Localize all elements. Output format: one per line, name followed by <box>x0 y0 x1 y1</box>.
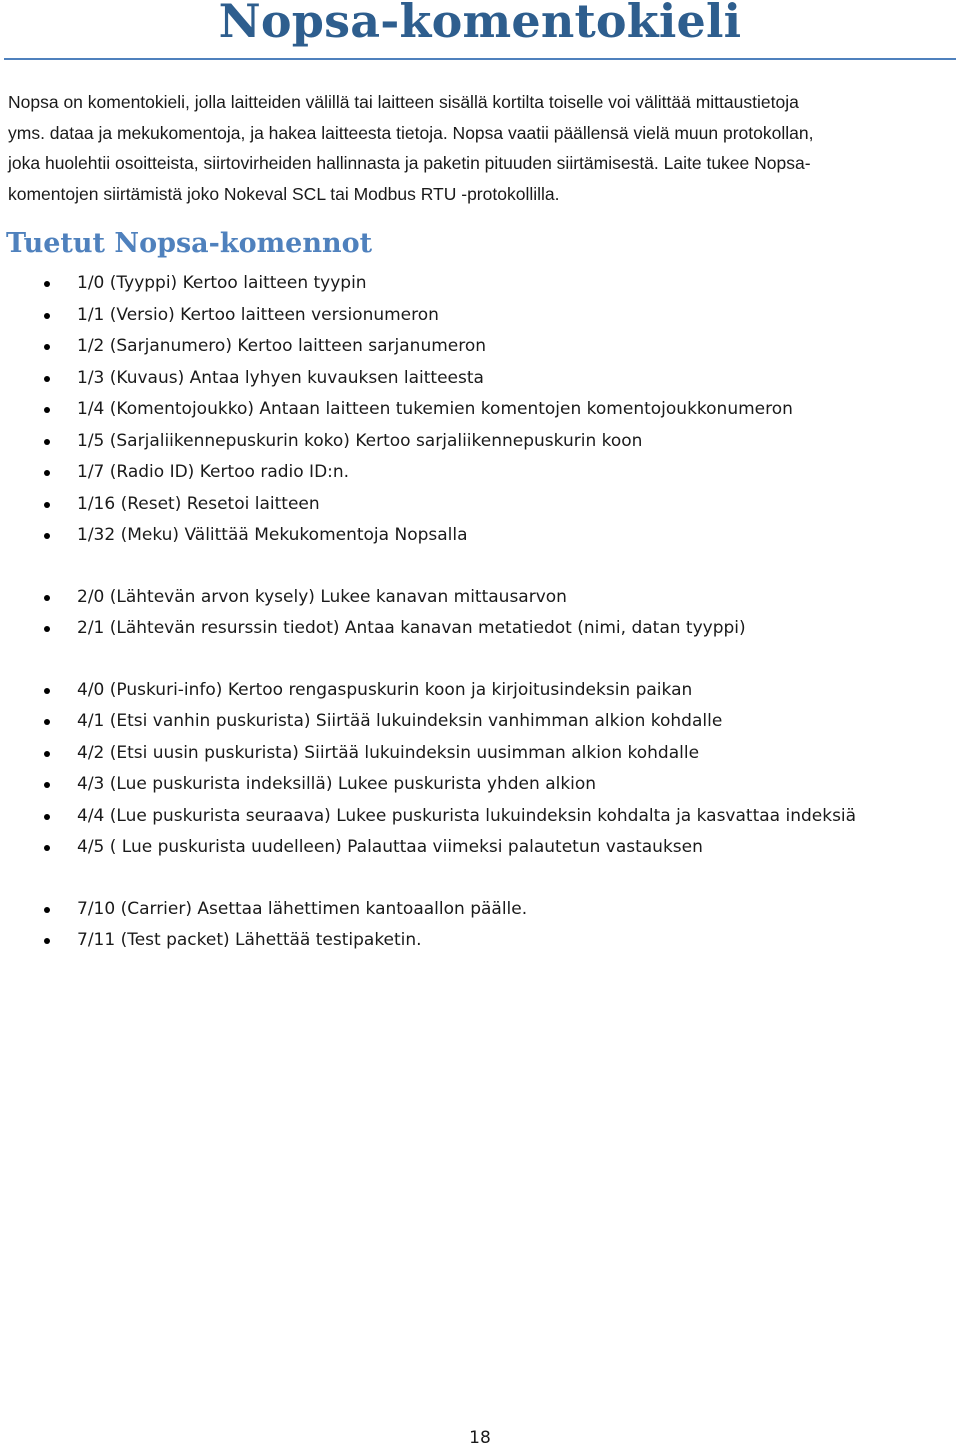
command-text: 1/16 (Reset) Resetoi laitteen <box>77 493 320 514</box>
bullet-icon <box>44 439 50 445</box>
command-item <box>0 489 960 521</box>
bullet-icon <box>44 845 50 851</box>
title-underline <box>4 58 956 60</box>
command-item <box>0 675 960 707</box>
command-text: 1/2 (Sarjanumero) Kertoo laitteen sarjanumeron <box>77 336 487 356</box>
bullet-icon <box>44 595 50 601</box>
intro-line: Nopsa on komentokieli, jolla laitteiden välillä tai laitteen sisällä kortilta toiselle voi välittää mittaustietoja <box>8 92 799 112</box>
document-title: Nopsa-komentokieli <box>218 0 742 48</box>
bullet-icon <box>44 814 50 820</box>
command-text: 4/2 (Etsi uusin puskurista) Siirtää lukuindeksin uusimman alkion kohdalle <box>77 742 700 763</box>
command-text: 1/4 (Komentojoukko) Antaan laitteen tukemien komentojen komentojoukkonumeron <box>77 399 793 419</box>
command-text: 4/3 (Lue puskurista indeksillä) Lukee puskurista yhden alkion <box>77 774 597 794</box>
command-text: 7/10 (Carrier) Asettaa lähettimen kantoaallon päälle. <box>77 898 528 919</box>
bullet-icon <box>44 938 50 944</box>
command-item <box>0 331 960 363</box>
command-group-7 <box>0 894 960 957</box>
command-text: 4/0 (Puskuri-info) Kertoo rengaspuskurin koon ja kirjoitusindeksin paikan <box>77 679 693 700</box>
command-item <box>0 894 960 926</box>
bullet-icon <box>44 782 50 788</box>
page-number: 18 <box>469 1428 491 1448</box>
bullet-icon <box>44 751 50 757</box>
bullet-icon <box>44 907 50 913</box>
bullet-icon <box>44 719 50 725</box>
command-text: 4/4 (Lue puskurista seuraava) Lukee puskurista lukuindeksin kohdalta ja kasvattaa indeksiä <box>77 805 857 826</box>
bullet-icon <box>44 533 50 539</box>
bullet-icon <box>44 407 50 413</box>
bullet-icon <box>44 626 50 632</box>
command-text: 2/1 (Lähtevän resurssin tiedot) Antaa kanavan metatiedot (nimi, datan tyyppi) <box>77 618 746 638</box>
command-text: 1/3 (Kuvaus) Antaa lyhyen kuvauksen laitteesta <box>77 367 484 388</box>
command-item <box>0 613 960 645</box>
command-item <box>0 300 960 332</box>
command-text: 1/32 (Meku) Välittää Mekukomentoja Nopsalla <box>77 525 468 545</box>
command-item <box>0 457 960 489</box>
intro-line: joka huolehtii osoitteista, siirtovirheiden hallinnasta ja paketin pituuden siirtämisestä. Laite tukee Nopsa- <box>8 153 811 173</box>
command-text: 1/5 (Sarjaliikennepuskurin koko) Kertoo sarjaliikennepuskurin koon <box>77 430 643 451</box>
command-text: 1/0 (Tyyppi) Kertoo laitteen tyypin <box>77 273 367 293</box>
command-text: 7/11 (Test packet) Lähettää testipaketin. <box>77 930 422 950</box>
bullet-icon <box>44 376 50 382</box>
command-item <box>0 925 960 957</box>
command-item <box>0 706 960 738</box>
command-group-4 <box>0 675 960 864</box>
command-text: 4/5 ( Lue puskurista uudelleen) Palauttaa viimeksi palautetun vastauksen <box>77 837 703 857</box>
command-item <box>0 394 960 426</box>
command-item <box>0 801 960 833</box>
bullet-icon <box>44 688 50 694</box>
bullet-icon <box>44 502 50 508</box>
command-item <box>0 520 960 552</box>
bullet-icon <box>44 313 50 319</box>
command-item <box>0 769 960 801</box>
section-heading: Tuetut Nopsa-komennot <box>6 228 373 259</box>
command-group-1 <box>0 268 960 552</box>
command-group-2 <box>0 582 960 645</box>
bullet-icon <box>44 344 50 350</box>
command-item <box>0 738 960 770</box>
bullet-icon <box>44 281 50 287</box>
command-text: 4/1 (Etsi vanhin puskurista) Siirtää lukuindeksin vanhimman alkion kohdalle <box>77 711 723 731</box>
command-text: 1/7 (Radio ID) Kertoo radio ID:n. <box>77 462 350 482</box>
command-list <box>0 268 960 957</box>
command-item <box>0 832 960 864</box>
command-item <box>0 363 960 395</box>
command-item <box>0 426 960 458</box>
command-text: 2/0 (Lähtevän arvon kysely) Lukee kanavan mittausarvon <box>77 586 567 607</box>
command-item <box>0 268 960 300</box>
command-item <box>0 582 960 614</box>
command-text: 1/1 (Versio) Kertoo laitteen versionumeron <box>77 304 439 325</box>
intro-line: komentojen siirtämistä joko Nokeval SCL tai Modbus RTU -protokollilla. <box>8 183 560 204</box>
bullet-icon <box>44 470 50 476</box>
intro-paragraph <box>8 87 948 209</box>
intro-line: yms. dataa ja mekukomentoja, ja hakea laitteesta tietoja. Nopsa vaatii päällensä vielä muun protokollan, <box>8 122 814 143</box>
